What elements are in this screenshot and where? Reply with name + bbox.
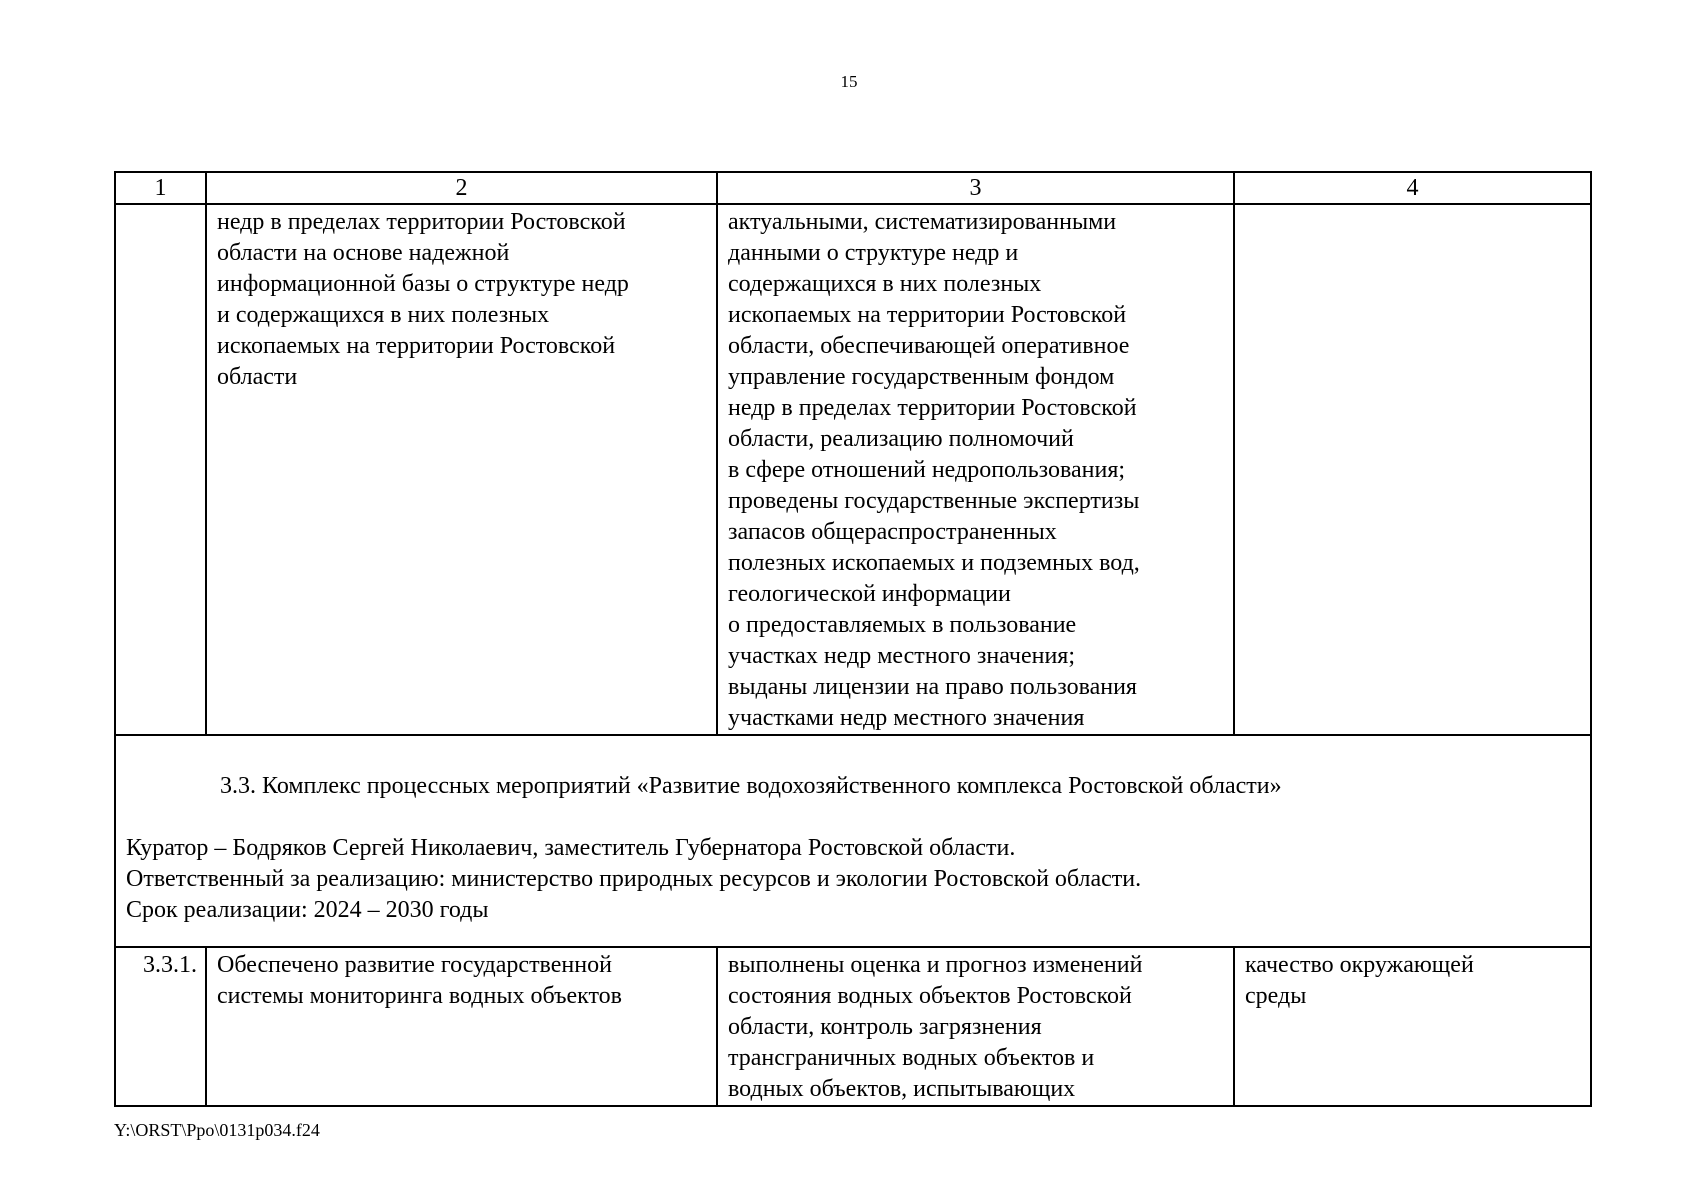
text-line: полезных ископаемых и подземных вод, <box>728 550 1140 576</box>
column-number-3: 3 <box>717 172 1234 204</box>
text-line: Обеспечено развитие государственной <box>217 952 612 978</box>
text-line: в сфере отношений недропользования; <box>728 457 1126 483</box>
text-line: области, контроль загрязнения <box>728 1014 1042 1040</box>
text-line: области на основе надежной <box>217 240 510 266</box>
text-line: проведены государственные экспертизы <box>728 488 1140 514</box>
column-number-4: 4 <box>1234 172 1591 204</box>
text-line: участках недр местного значения; <box>728 643 1076 669</box>
text-line: данными о структуре недр и <box>728 240 1019 266</box>
section-cell <box>115 735 1591 947</box>
section-info <box>126 833 1580 926</box>
text-line: и содержащихся в них полезных <box>217 302 550 328</box>
text-line: системы мониторинга водных объектов <box>217 983 623 1009</box>
text-line: ископаемых на территории Ростовской <box>217 333 616 359</box>
continuation-col4-cell <box>1234 204 1591 735</box>
text-line: содержащихся в них полезных <box>728 271 1042 297</box>
text-line: управление государственным фондом <box>728 364 1115 390</box>
section-responsible: Ответственный за реализацию: министерство природных ресурсов и экологии Ростовской области. <box>126 866 1142 892</box>
text-line: выполнены оценка и прогноз изменений <box>728 952 1143 978</box>
continuation-col1-cell <box>115 204 206 735</box>
text-line: недр в пределах территории Ростовской <box>217 209 626 235</box>
text-line: области, обеспечивающей оперативное <box>728 333 1130 359</box>
text-line: недр в пределах территории Ростовской <box>728 395 1137 421</box>
row-number-cell: 3.3.1. <box>115 947 206 1106</box>
page-number: 15 <box>840 72 858 91</box>
text-line: ископаемых на территории Ростовской <box>728 302 1127 328</box>
continuation-col2-cell <box>206 204 717 735</box>
measures-table <box>114 171 1592 1107</box>
text-line: геологической информации <box>728 581 1011 607</box>
text-line: водных объектов, испытывающих <box>728 1076 1076 1102</box>
continuation-row <box>115 204 1591 735</box>
description-cell <box>717 947 1234 1106</box>
column-number-1: 1 <box>115 172 206 204</box>
text-line: состояния водных объектов Ростовской <box>728 983 1132 1009</box>
section-title: 3.3. Комплекс процессных мероприятий «Развитие водохозяйственного комплекса Ростовской области» <box>220 773 1282 799</box>
continuation-col3-cell <box>717 204 1234 735</box>
text-line: участками недр местного значения <box>728 705 1085 731</box>
text-line: запасов общераспространенных <box>728 519 1057 545</box>
section-term: Срок реализации: 2024 – 2030 годы <box>126 897 489 923</box>
section-row <box>115 735 1591 947</box>
text-line: о предоставляемых в пользование <box>728 612 1077 638</box>
text-line: выданы лицензии на право пользования <box>728 674 1137 700</box>
text-line: среды <box>1245 983 1307 1009</box>
text-line: качество окружающей <box>1245 952 1474 978</box>
text-line: информационной базы о структуре недр <box>217 271 629 297</box>
footer-file-path: Y:\ORST\Ppo\0131p034.f24 <box>114 1120 320 1140</box>
column-number-row <box>115 172 1591 204</box>
indicator-cell <box>1234 947 1591 1106</box>
section-curator: Куратор – Бодряков Сергей Николаевич, заместитель Губернатора Ростовской области. <box>126 835 1016 861</box>
task-cell <box>206 947 717 1106</box>
text-line: области, реализацию полномочий <box>728 426 1074 452</box>
text-line: актуальными, систематизированными <box>728 209 1117 235</box>
text-line: трансграничных водных объектов и <box>728 1045 1095 1071</box>
text-line: области <box>217 364 298 390</box>
table-row <box>115 947 1591 1106</box>
column-number-2: 2 <box>206 172 717 204</box>
